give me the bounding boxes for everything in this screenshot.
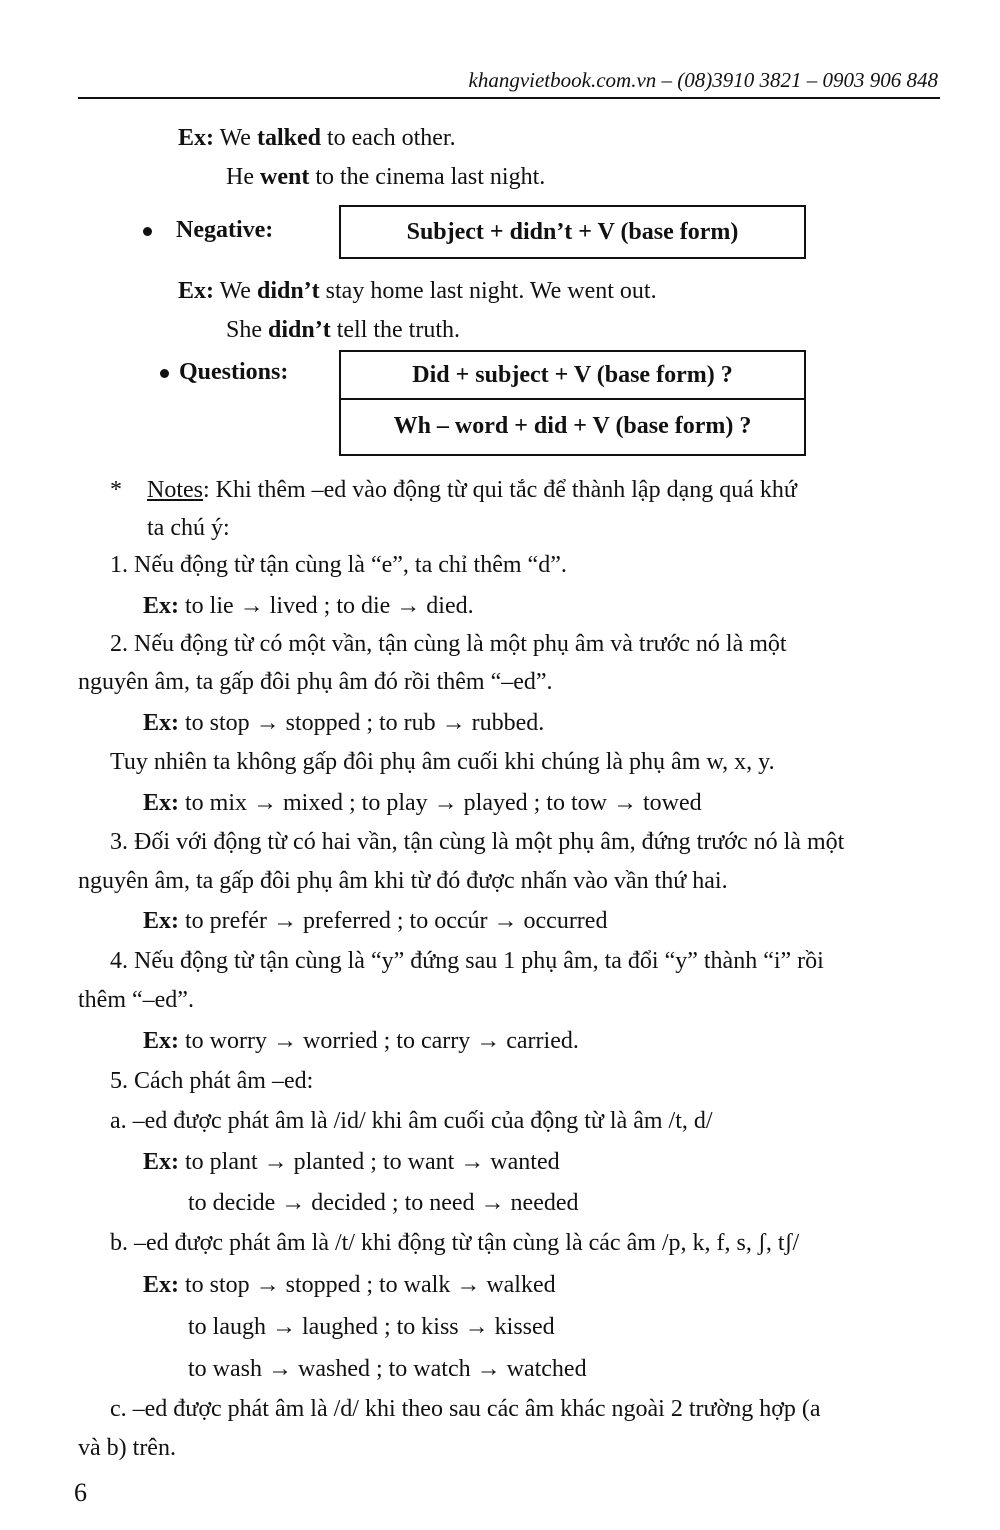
notes-label: Notes (147, 477, 203, 503)
rule-5b-example-2: to laugh → laughed ; to kiss → kissed (188, 1314, 555, 1340)
notes-intro-line1: Notes: Khi thêm –ed vào động từ qui tắc để thành lập dạng quá khứ (147, 477, 797, 503)
question-formula-1: Did + subject + V (base form) ? (341, 352, 804, 400)
rule-5b-example-1: Ex: to stop → stopped ; to walk → walked (143, 1272, 556, 1298)
negative-heading: Negative: (143, 218, 273, 242)
negative-example-2: She didn’t tell the truth. (226, 317, 461, 343)
header-rule (78, 97, 940, 99)
rule-1: 1. Nếu động từ tận cùng là “e”, ta chỉ thêm “d”. (110, 552, 567, 578)
rule-5c-line1: c. –ed được phát âm là /d/ khi theo sau các âm khác ngoài 2 trường hợp (a (110, 1396, 821, 1422)
rule-5: 5. Cách phát âm –ed: (110, 1068, 314, 1094)
negative-formula: Subject + didn’t + V (base form) (406, 218, 739, 245)
rule-5a-example-2: to decide → decided ; to need → needed (188, 1190, 579, 1216)
questions-heading: Questions: (160, 360, 288, 384)
rule-5b-example-3: to wash → washed ; to watch → watched (188, 1356, 587, 1382)
page-number: 6 (74, 1478, 87, 1507)
rule-5c-line2: và b) trên. (78, 1435, 176, 1461)
affirmative-example-1: Ex: We talked to each other. (178, 125, 456, 151)
questions-formula-box (339, 350, 806, 456)
rule-2-line2: nguyên âm, ta gấp đôi phụ âm đó rồi thêm “–ed”. (78, 669, 553, 695)
rule-4-line1: 4. Nếu động từ tận cùng là “y” đứng sau 1 phụ âm, ta đổi “y” thành “i” rồi (110, 948, 824, 974)
rule-2-note-example: Ex: to mix → mixed ; to play → played ; to tow → towed (143, 790, 702, 816)
affirmative-example-2: He went to the cinema last night. (226, 164, 546, 190)
rule-3-line2: nguyên âm, ta gấp đôi phụ âm khi từ đó được nhấn vào vần thứ hai. (78, 868, 728, 894)
rule-4-line2: thêm “–ed”. (78, 987, 194, 1013)
rule-5b: b. –ed được phát âm là /t/ khi động từ tận cùng là các âm /p, k, f, s, ʃ, tʃ/ (110, 1230, 800, 1256)
bullet-icon (143, 227, 152, 236)
page-header: khangvietbook.com.vn – (08)3910 3821 – 0903 906 848 (468, 68, 938, 92)
rule-2-example: Ex: to stop → stopped ; to rub → rubbed. (143, 710, 545, 736)
notes-star: * (110, 477, 122, 503)
rule-4-example: Ex: to worry → worried ; to carry → carried. (143, 1028, 579, 1054)
question-formula-2: Wh – word + did + V (base form) ? (393, 412, 752, 439)
negative-example-1: Ex: We didn’t stay home last night. We went out. (178, 278, 657, 304)
rule-2-note: Tuy nhiên ta không gấp đôi phụ âm cuối khi chúng là phụ âm w, x, y. (110, 749, 775, 775)
rule-1-example: Ex: to lie → lived ; to die → died. (143, 593, 474, 619)
rule-3-line1: 3. Đối với động từ có hai vần, tận cùng là một phụ âm, đứng trước nó là một (110, 829, 845, 855)
rule-5a-example-1: Ex: to plant → planted ; to want → wanted (143, 1149, 560, 1175)
rule-2-line1: 2. Nếu động từ có một vần, tận cùng là một phụ âm và trước nó là một (110, 631, 787, 657)
notes-intro-line2: ta chú ý: (147, 515, 230, 541)
negative-formula-box (339, 205, 806, 259)
rule-5a: a. –ed được phát âm là /id/ khi âm cuối của động từ là âm /t, d/ (110, 1108, 713, 1134)
bullet-icon (160, 369, 169, 378)
rule-3-example: Ex: to prefér → preferred ; to occúr → occurred (143, 908, 608, 934)
ex-label: Ex: (178, 125, 214, 151)
